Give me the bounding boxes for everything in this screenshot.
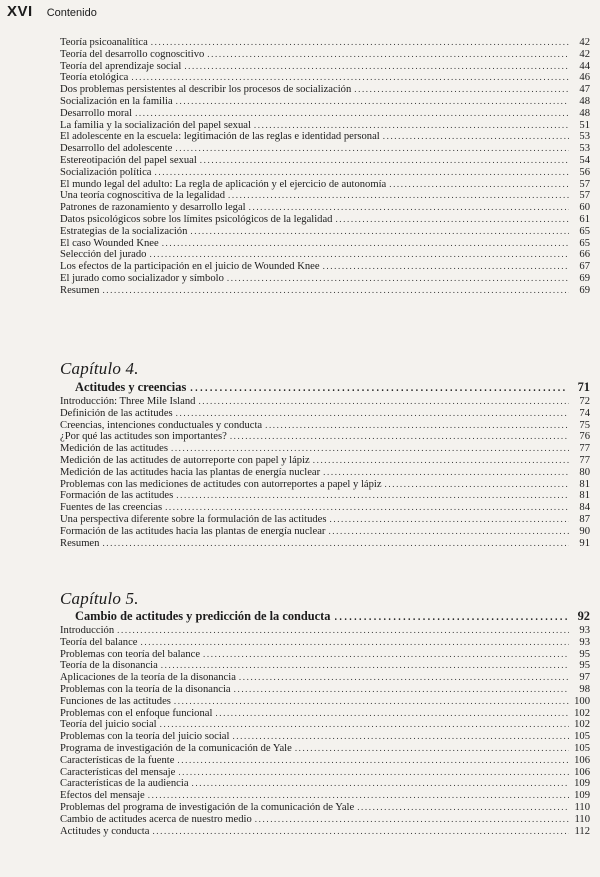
toc-entry-title: Dos problemas persistentes al describir los procesos de socialización (60, 84, 352, 96)
toc-entry-page: 54 (579, 154, 590, 166)
leader-dots (176, 96, 569, 108)
chapter-4-page: 71 (577, 380, 590, 394)
leader-dots (203, 649, 569, 661)
leader-dots (177, 755, 569, 767)
leader-dots (117, 625, 569, 637)
toc-entry (60, 120, 590, 132)
toc-entry (60, 443, 590, 455)
toc-entry-page: 106 (574, 754, 590, 766)
toc-entry (60, 625, 590, 637)
toc-entry (60, 249, 590, 261)
toc-entry (60, 790, 590, 802)
toc-entry-title: Desarrollo moral (60, 107, 133, 119)
toc-entry-title: ¿Por qué las actitudes son importantes? (60, 431, 227, 443)
toc-entry (60, 672, 590, 684)
leader-dots (141, 637, 570, 649)
chapter-5-title: Cambio de actitudes y predicción de la conducta (75, 609, 331, 623)
toc-entry (60, 455, 590, 467)
toc-entry-page: 109 (574, 778, 590, 790)
toc-entry-title: Formación de las actitudes hacia las plantas de energía nuclear (60, 525, 326, 537)
leader-dots (155, 167, 570, 179)
toc-entry-title: Teoría del desarrollo cognoscitivo (60, 48, 205, 60)
chapter-5-title-row (75, 609, 590, 624)
toc-section-continued (60, 37, 590, 297)
toc-entry-title: La familia y la socialización del papel sexual (60, 119, 251, 131)
leader-dots (190, 383, 568, 394)
toc-entry (60, 261, 590, 273)
leader-dots (162, 238, 569, 250)
toc-entry-title: Teoría psicoanalítica (60, 37, 148, 48)
leader-dots (102, 285, 569, 297)
leader-dots (335, 612, 568, 623)
toc-entry-page: 102 (574, 719, 590, 731)
toc-entry (60, 526, 590, 538)
toc-entry (60, 108, 590, 120)
toc-entry-title: Características del mensaje (60, 766, 176, 778)
toc-entry-title: Características de la audiencia (60, 778, 189, 790)
toc-entry-page: 77 (579, 443, 590, 455)
leader-dots (385, 479, 569, 491)
toc-entry (60, 96, 590, 108)
toc-entry-title: Estereotipación del papel sexual (60, 154, 197, 166)
leader-dots (148, 790, 569, 802)
leader-dots (176, 408, 569, 420)
toc-entry-page: 57 (579, 178, 590, 190)
toc-entry-page: 102 (574, 707, 590, 719)
toc-entry (60, 660, 590, 672)
toc-entry (60, 755, 590, 767)
leader-dots (254, 120, 569, 132)
toc-entry-page: 42 (579, 48, 590, 60)
toc-entry-title: Resumen (60, 537, 100, 549)
leader-dots (323, 261, 569, 273)
toc-entry-page: 97 (579, 672, 590, 684)
toc-entry (60, 514, 590, 526)
toc-entry-page: 65 (579, 237, 590, 249)
toc-entry (60, 684, 590, 696)
toc-entry-page: 93 (579, 636, 590, 648)
toc-entry-title: Características de la fuente (60, 754, 175, 766)
leader-dots (335, 214, 569, 226)
toc-entry (60, 167, 590, 179)
toc-entry-page: 42 (579, 37, 590, 48)
page-number: XVI (7, 3, 33, 20)
toc-entry-title: Problemas con la teoría de la disonancia (60, 683, 231, 695)
leader-dots (232, 731, 569, 743)
toc-entry-page: 91 (579, 537, 590, 549)
toc-entry-title: Teoría del balance (60, 636, 138, 648)
toc-entry (60, 802, 590, 814)
toc-entry-page: 87 (579, 513, 590, 525)
toc-entry-title: El adolescente en la escuela: legitimación de las reglas e identidad personal (60, 131, 380, 143)
leader-dots (255, 814, 569, 826)
leader-dots (198, 396, 569, 408)
leader-dots (354, 84, 569, 96)
toc-entry (60, 826, 590, 838)
toc-entry-page: 80 (579, 466, 590, 478)
chapter-5-entries (60, 625, 590, 837)
toc-entry-page: 48 (579, 107, 590, 119)
toc-entry-page: 51 (579, 119, 590, 131)
toc-entry (60, 37, 590, 49)
toc-entry-title: Estrategias de la socialización (60, 225, 188, 237)
toc-entry-page: 81 (579, 490, 590, 502)
chapter-4-title-row (75, 380, 590, 395)
toc-entry-page: 48 (579, 95, 590, 107)
leader-dots (313, 455, 569, 467)
toc-entry-title: Teoría del aprendizaje social (60, 60, 182, 72)
toc-entry (60, 490, 590, 502)
toc-entry-page: 72 (579, 396, 590, 407)
toc-entry (60, 143, 590, 155)
toc-entry (60, 502, 590, 514)
chapter-5-label: Capítulo 5. (60, 589, 139, 608)
toc-entry-page: 69 (579, 272, 590, 284)
toc-entry-title: Introducción: Three Mile Island (60, 396, 196, 407)
leader-dots (176, 490, 569, 502)
toc-entry-title: Definición de las actitudes (60, 407, 173, 419)
toc-entry-page: 69 (579, 284, 590, 296)
toc-entry-title: Aplicaciones de la teoría de la disonancia (60, 672, 236, 684)
toc-entry-page: 105 (574, 742, 590, 754)
toc-entry (60, 238, 590, 250)
toc-entry-title: Socialización política (60, 166, 152, 178)
leader-dots (207, 49, 569, 61)
leader-dots (178, 767, 569, 779)
leader-dots (171, 443, 569, 455)
toc-entry-page: 84 (579, 502, 590, 514)
leader-dots (190, 226, 569, 238)
leader-dots (200, 155, 569, 167)
toc-entry-page: 81 (579, 478, 590, 490)
chapter-4-title: Actitudes y creencias (75, 380, 187, 394)
toc-entry-page: 106 (574, 766, 590, 778)
running-title: Contenido (46, 7, 97, 19)
toc-entry (60, 814, 590, 826)
leader-dots (357, 802, 569, 814)
toc-entry (60, 743, 590, 755)
toc-entry-page: 105 (574, 731, 590, 743)
toc-entry-page: 46 (579, 72, 590, 84)
toc-entry-page: 47 (579, 84, 590, 96)
leader-dots (330, 514, 570, 526)
toc-entry-title: El caso Wounded Knee (60, 237, 159, 249)
toc-entry-title: Desarrollo del adolescente (60, 143, 173, 155)
toc-entry (60, 190, 590, 202)
toc-entry (60, 179, 590, 191)
running-head (7, 3, 97, 25)
toc-entry-page: 61 (579, 213, 590, 225)
toc-entry-title: Teoría etológica (60, 72, 129, 84)
toc-entry-page: 53 (579, 131, 590, 143)
toc-entry-title: Actitudes y conducta (60, 825, 150, 837)
toc-entry-page: 90 (579, 525, 590, 537)
toc-entry-page: 65 (579, 225, 590, 237)
leader-dots (102, 538, 569, 550)
leader-dots (323, 467, 569, 479)
toc-entry-page: 95 (579, 648, 590, 660)
toc-entry-page: 112 (574, 825, 590, 837)
toc-entry-title: Programa de investigación de la comunicación de Yale (60, 742, 292, 754)
toc-entry (60, 696, 590, 708)
leader-dots (328, 526, 569, 538)
leader-dots (175, 143, 569, 155)
toc-entry (60, 767, 590, 779)
leader-dots (151, 37, 569, 49)
toc-entry-title: Socialización en la familia (60, 95, 173, 107)
leader-dots (383, 131, 569, 143)
leader-dots (295, 743, 569, 755)
chapter-4-entries (60, 396, 590, 549)
toc-entry-title: Introducción (60, 625, 115, 636)
toc-entry-title: Problemas con las mediciones de actitudes con autorreportes a papel y lápiz (60, 478, 382, 490)
toc-entry-title: Funciones de las actitudes (60, 695, 171, 707)
toc-entry-title: Teoría del juicio social (60, 719, 157, 731)
toc-entry-title: El mundo legal del adulto: La regla de aplicación y el ejercicio de autonomía (60, 178, 387, 190)
toc-entry-title: Efectos del mensaje (60, 790, 145, 802)
toc-entry (60, 431, 590, 443)
toc-entry-title: Selección del jurado (60, 249, 147, 261)
toc-entry-title: Una teoría cognoscitiva de la legalidad (60, 190, 226, 202)
toc-entry-page: 98 (579, 683, 590, 695)
toc-entry-page: 110 (574, 801, 590, 813)
toc-entry-title: Datos psicológicos sobre los límites psicológicos de la legalidad (60, 213, 333, 225)
toc-entry-page: 60 (579, 202, 590, 214)
toc-entry (60, 72, 590, 84)
toc-entry (60, 778, 590, 790)
toc-entry (60, 538, 590, 550)
toc-entry-title: Fuentes de las creencias (60, 502, 163, 514)
toc-entry (60, 285, 590, 297)
toc-entry-title: Creencias, intenciones conductuales y conducta (60, 419, 263, 431)
leader-dots (227, 273, 569, 285)
toc-entry (60, 226, 590, 238)
toc-entry-title: Una perspectiva diferente sobre la formulación de las actitudes (60, 513, 327, 525)
leader-dots (389, 179, 569, 191)
toc-entry-page: 67 (579, 261, 590, 273)
leader-dots (135, 108, 569, 120)
toc-entry-page: 93 (579, 625, 590, 636)
toc-entry-title: Teoría de la disonancia (60, 660, 158, 672)
leader-dots (228, 190, 569, 202)
leader-dots (160, 719, 569, 731)
toc-entry-page: 44 (579, 60, 590, 72)
leader-dots (249, 202, 569, 214)
chapter-5-page: 92 (577, 609, 590, 623)
toc-entry (60, 708, 590, 720)
toc-entry (60, 467, 590, 479)
toc-entry (60, 649, 590, 661)
leader-dots (174, 696, 569, 708)
toc-entry (60, 719, 590, 731)
toc-entry (60, 84, 590, 96)
toc-entry (60, 273, 590, 285)
toc-entry (60, 49, 590, 61)
leader-dots (234, 684, 569, 696)
toc-entry-title: El jurado como socializador y símbolo (60, 272, 224, 284)
leader-dots (165, 502, 569, 514)
toc-entry (60, 731, 590, 743)
toc-entry-page: 74 (579, 407, 590, 419)
toc-entry-title: Formación de las actitudes (60, 490, 174, 502)
toc-entry (60, 214, 590, 226)
leader-dots (161, 660, 569, 672)
chapter-4-label: Capítulo 4. (60, 359, 139, 378)
toc-entry-page: 95 (579, 660, 590, 672)
leader-dots (152, 826, 569, 838)
leader-dots (215, 708, 569, 720)
leader-dots (239, 672, 569, 684)
toc-entry-title: Medición de las actitudes hacia las plantas de energía nuclear (60, 466, 321, 478)
toc-entry (60, 408, 590, 420)
toc-entry (60, 420, 590, 432)
toc-entry-title: Problemas con la teoría del juicio social (60, 731, 230, 743)
toc-entry-page: 77 (579, 454, 590, 466)
toc-entry-title: Problemas con teoría del balance (60, 648, 201, 660)
toc-entry (60, 202, 590, 214)
toc-entry-page: 76 (579, 431, 590, 443)
leader-dots (192, 778, 569, 790)
toc-entry-title: Medición de las actitudes (60, 443, 168, 455)
toc-entry-title: Cambio de actitudes acerca de nuestro medio (60, 813, 252, 825)
toc-entry (60, 637, 590, 649)
toc-entry-page: 56 (579, 166, 590, 178)
toc-entry-page: 53 (579, 143, 590, 155)
leader-dots (149, 249, 569, 261)
toc-entry-title: Los efectos de la participación en el juicio de Wounded Knee (60, 261, 320, 273)
leader-dots (230, 431, 569, 443)
toc-entry-page: 110 (574, 813, 590, 825)
leader-dots (184, 61, 569, 73)
toc-entry-page: 75 (579, 419, 590, 431)
toc-entry-title: Patrones de razonamiento y desarrollo legal (60, 202, 246, 214)
leader-dots (131, 72, 569, 84)
toc-entry (60, 479, 590, 491)
toc-entry-title: Problemas del programa de investigación de la comunicación de Yale (60, 801, 355, 813)
toc-entry-page: 57 (579, 190, 590, 202)
toc-entry (60, 131, 590, 143)
toc-entry (60, 396, 590, 408)
toc-entry (60, 61, 590, 73)
toc-entry (60, 155, 590, 167)
toc-entry-page: 109 (574, 790, 590, 802)
toc-entry-page: 66 (579, 249, 590, 261)
leader-dots (265, 420, 569, 432)
toc-entry-title: Resumen (60, 284, 100, 296)
toc-entry-title: Medición de las actitudes de autorreporte con papel y lápiz (60, 454, 310, 466)
toc-entry-page: 100 (574, 695, 590, 707)
toc-entry-title: Problemas con el enfoque funcional (60, 707, 213, 719)
